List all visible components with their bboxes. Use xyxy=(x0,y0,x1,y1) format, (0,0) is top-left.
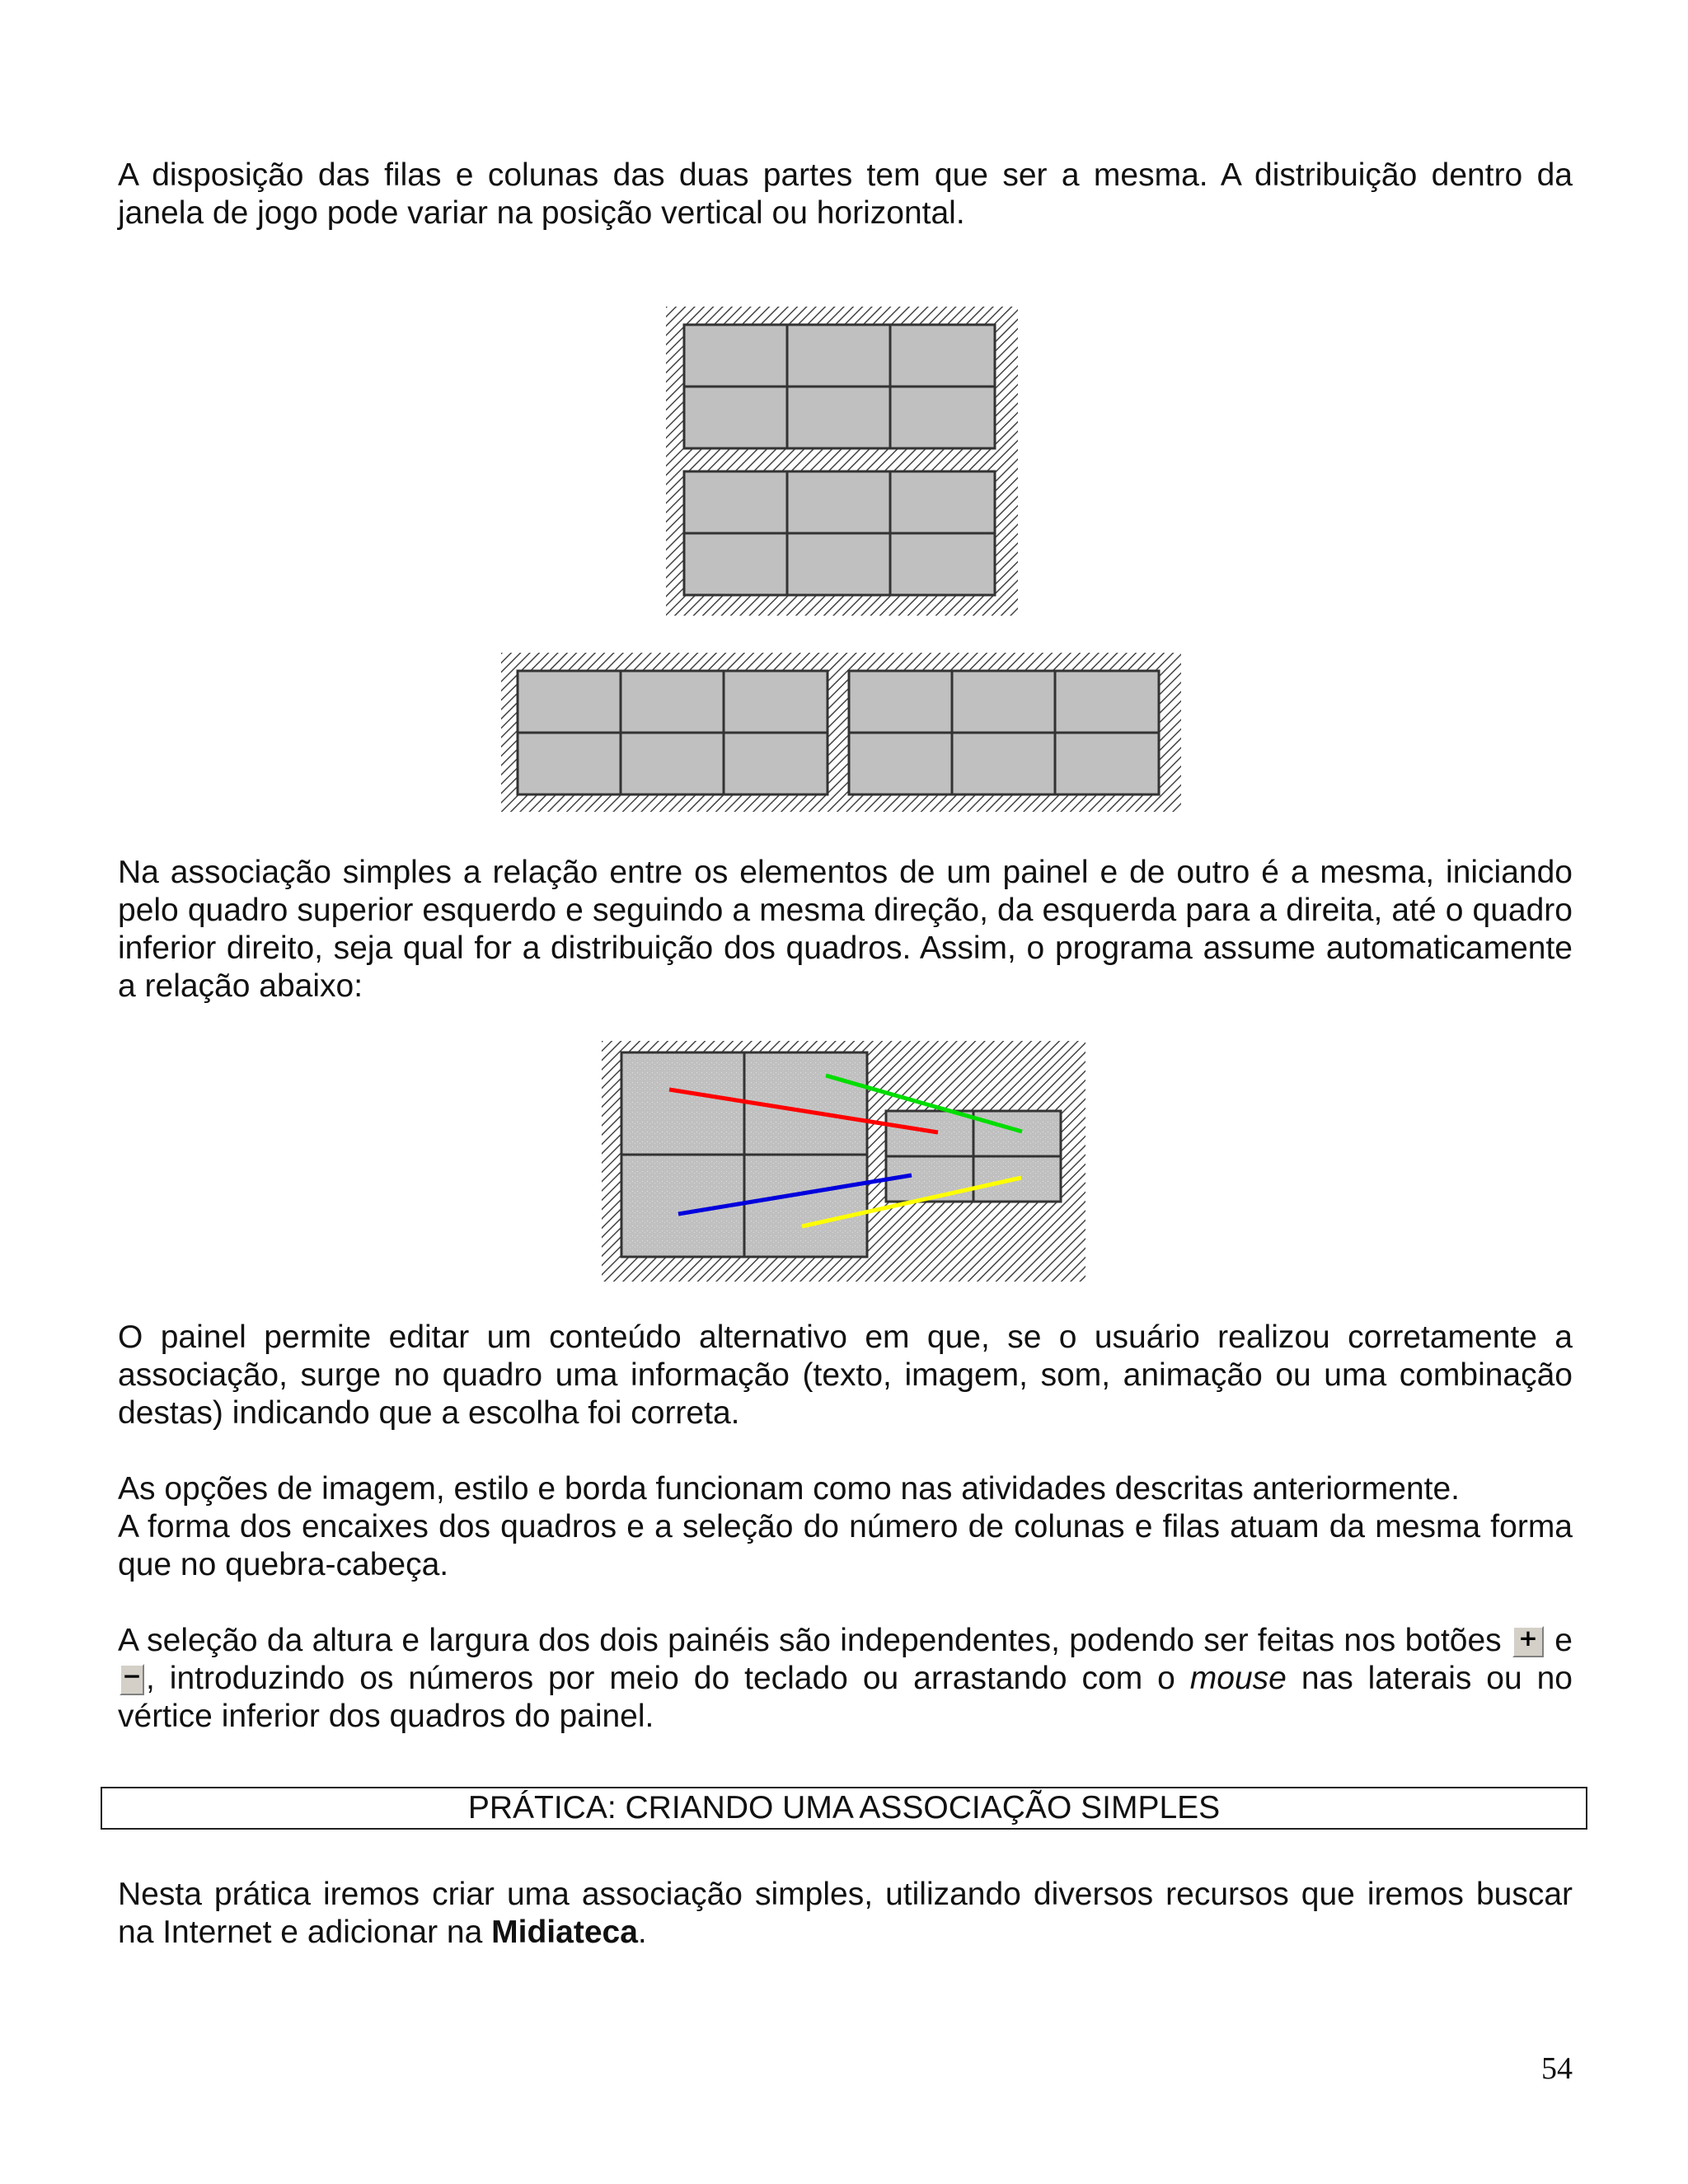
practice-period: . xyxy=(637,1915,647,1950)
minus-button-icon: − xyxy=(120,1664,144,1695)
paragraph-layout: A disposição das filas e colunas das duas partes tem que ser a mesma. A distribuição dentro da janela de jogo pode variar na posição vertical ou horizontal. xyxy=(118,157,1573,231)
practice-text: Nesta prática iremos criar uma associação simples, utilizando diversos recursos que iremos buscar na Internet e adicionar na xyxy=(118,1877,1573,1950)
size-text-after: nas laterais ou no vértice inferior dos quadros do painel. xyxy=(118,1661,1573,1734)
figure-association-lines xyxy=(602,1041,1085,1282)
figure-vertical-layout xyxy=(666,307,1018,616)
options-line-2: A forma dos encaixes dos quadros e a seleção do número de colunas e filas atuam da mesma forma que no quebra-cabeça. xyxy=(118,1509,1573,1582)
figure-horizontal-layout xyxy=(501,653,1181,812)
panel-large xyxy=(621,1052,867,1257)
size-text-mouse: mouse xyxy=(1189,1661,1287,1696)
page-number: 54 xyxy=(1541,2051,1573,2086)
panel-a xyxy=(684,325,995,448)
paragraph-alternative-content: O painel permite editar um conteúdo alternativo em que, se o usuário realizou corretamente a associação, surge no quadro uma informação (texto, imagem, som, animação ou uma combinação destas) indicando que a escolha foi correta. xyxy=(118,1319,1573,1431)
paragraph-options xyxy=(118,1470,1573,1584)
panel-b xyxy=(684,471,995,595)
paragraph-size-controls xyxy=(118,1622,1573,1736)
size-text-before: A seleção da altura e largura dos dois painéis são independentes, podendo ser feitas nos botões xyxy=(118,1623,1502,1658)
panel-a xyxy=(518,671,828,794)
panel-b xyxy=(849,671,1159,794)
options-line-1: As opções de imagem, estilo e borda funcionam como nas atividades descritas anteriormente. xyxy=(118,1471,1461,1507)
paragraph-relation: Na associação simples a relação entre os elementos de um painel e de outro é a mesma, iniciando pelo quadro superior esquerdo e seguindo a mesma direção, da esquerda para a direita, até o quadro inferior direito, seja qual for a distribuição dos quadros. Assim, o programa assume automaticamente a relação abaixo: xyxy=(118,855,1573,1004)
size-text-and: e xyxy=(1554,1623,1573,1658)
plus-button-icon: + xyxy=(1512,1626,1544,1657)
midiateca-label: Midiateca xyxy=(491,1915,638,1950)
section-title-box: PRÁTICA: CRIANDO UMA ASSOCIAÇÃO SIMPLES xyxy=(101,1787,1587,1830)
size-text-middle: , introduzindo os números por meio do teclado ou arrastando com o xyxy=(146,1661,1175,1696)
paragraph-practice xyxy=(118,1876,1573,1952)
